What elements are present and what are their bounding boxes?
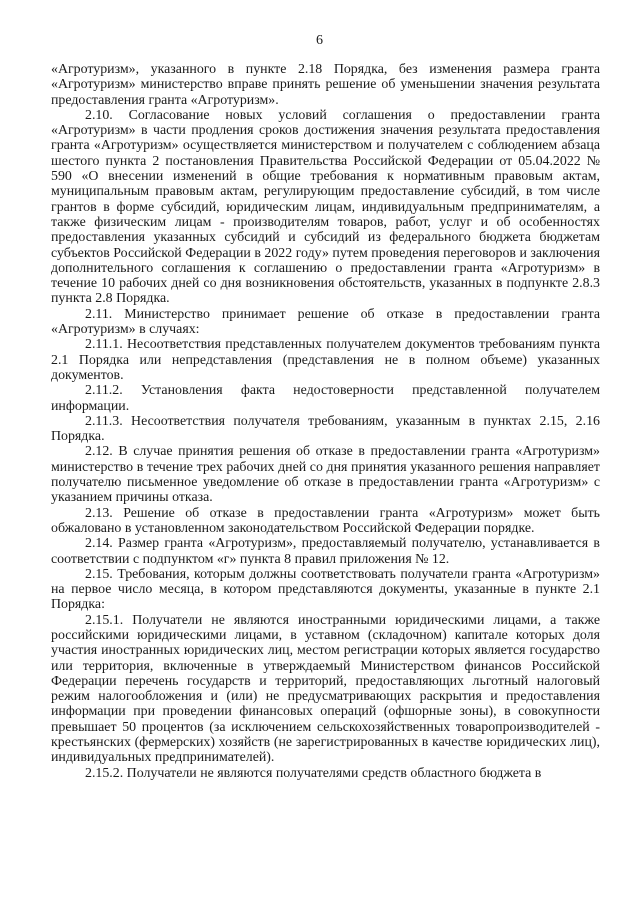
paragraph-2-11-3: 2.11.3. Несоответствия получателя требованиям, указанным в пунктах 2.15, 2.16 Порядка.	[51, 413, 600, 445]
paragraph-2-10: 2.10. Согласование новых условий соглашения о предоставлении гранта «Агротуризм» в части продления сроков достижения значения результата предоставления гранта «Агротуризм» осуществляется министерством и получателем с соблюдением абзаца шестого пункта 2 постановления Правительства Российской Федерации от 05.04.2022 № 590 «О внесении изменений в общие требования к нормативным правовым актам, муниципальным правовым актам, регулирующим предоставление субсидий, в том числе грантов в форме субсидий, юридическим лицам, индивидуальным предпринимателям, а также физическим лицам - производителям товаров, работ, услуг и об особенностях предоставления указанных субсидий и субсидий из федерального бюджета бюджетам субъектов Российской Федерации в 2022 году» путем проведения переговоров и заключения дополнительного соглашения к соглашению о предоставлении гранта «Агротуризм» в течение 10 рабочих дней со дня возникновения обстоятельств, указанных в подпункте 2.8.3 пункта 2.8 Порядка.	[51, 107, 600, 307]
paragraph-2-13: 2.13. Решение об отказе в предоставлении гранта «Агротуризм» может быть обжаловано в установленном законодательством Российской Федерации порядке.	[51, 505, 600, 536]
paragraph-2-15-2: 2.15.2. Получатели не являются получателями средств областного бюджета в	[85, 765, 542, 781]
document-body	[51, 62, 600, 781]
paragraph-2-14: 2.14. Размер гранта «Агротуризм», предоставляемый получателю, устанавливается в соответствии с подпунктом «г» пункта 8 правил приложения № 12.	[51, 536, 600, 567]
paragraph-2-11-2: 2.11.2. Установления факта недостоверности представленной получателем информации.	[51, 383, 600, 414]
paragraph-2-11-1: 2.11.1. Несоответствия представленных получателем документов требованиям пункта 2.1 Порядка или непредставления (представления не в полном объеме) указанных документов.	[51, 337, 600, 383]
page-number: 6	[316, 33, 323, 48]
paragraph-2-15: 2.15. Требования, которым должны соответствовать получатели гранта «Агротуризм» на первое число месяца, в котором представляются документы, указанные в пункте 2.1 Порядка:	[51, 566, 600, 613]
paragraph-2-12: 2.12. В случае принятия решения об отказе в предоставлении гранта «Агротуризм» министерство в течение трех рабочих дней со дня принятия указанного решения направляет получателю письменное уведомление об отказе в предоставлении гранта «Агротуризм» с указанием причины отказа.	[51, 444, 600, 506]
paragraph-2-11: 2.11. Министерство принимает решение об отказе в предоставлении гранта «Агротуризм» в случаях:	[51, 306, 600, 338]
paragraph-continuation: «Агротуризм», указанного в пункте 2.18 Порядка, без изменения размера гранта «Агротуризм» министерство вправе принять решение об уменьшении значения результата предоставления гранта «Агротуризм».	[51, 62, 600, 108]
paragraph-2-15-1: 2.15.1. Получатели не являются иностранными юридическими лицами, а также российскими юридическими лицами, в уставном (складочном) капитале которых доля участия иностранных юридических лиц, местом регистрации которых является государство или территория, включенные в утверждаемый Министерством финансов Российской Федерации перечень государств и территорий, предоставляющих льготный налоговый режим налогообложения и (или) не предусматривающих раскрытия и предоставления информации при проведении финансовых операций (офшорные зоны), в совокупности превышает 50 процентов (за исключением сельскохозяйственных товаропроизводителей - крестьянских (фермерских) хозяйств (не зарегистрированных в качестве юридических лиц), индивидуальных предпринимателей).	[51, 612, 600, 766]
